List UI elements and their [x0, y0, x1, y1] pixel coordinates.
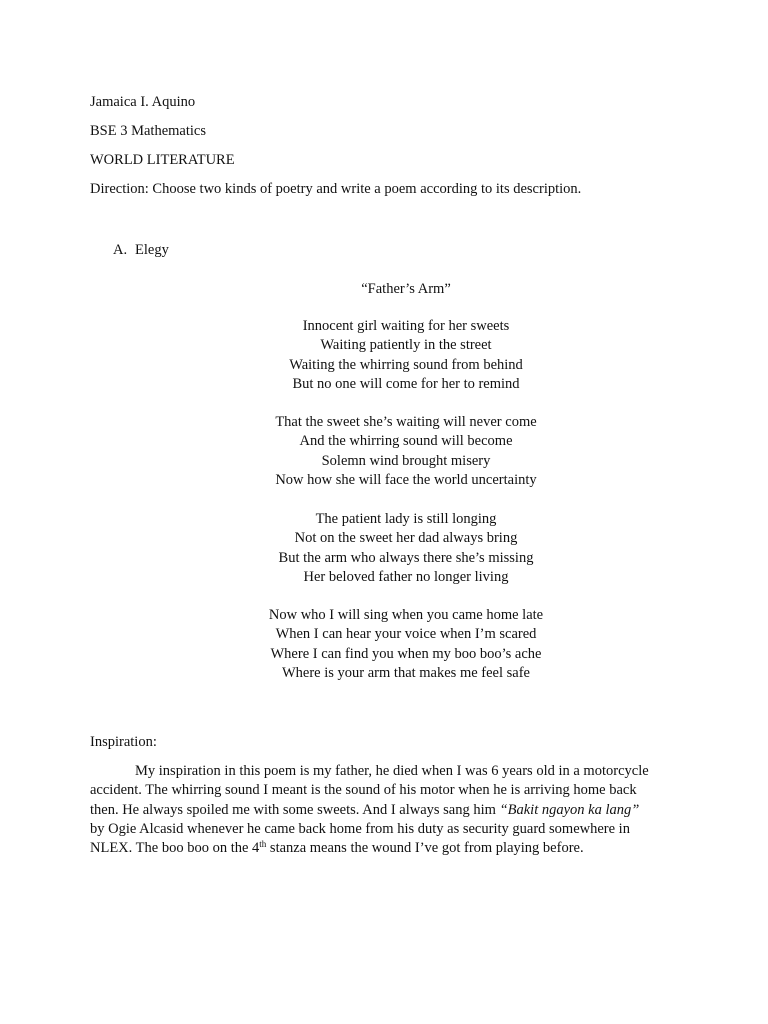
paragraph-line: by Ogie Alcasid whenever he came back home from his duty as security guard somewhere in [90, 820, 630, 837]
poem-line: Not on the sweet her dad always bring [294, 530, 518, 547]
poem-line: Now who I will sing when you came home late [268, 607, 544, 623]
poem-stanza [0, 606, 768, 683]
poem-title: “Father’s Arm” [361, 281, 451, 297]
paragraph-text: then. He always spoiled me with some sweets. And I always sang him [90, 801, 500, 818]
paragraph-line [90, 839, 680, 858]
poem-line: Solemn wind brought misery [321, 452, 491, 469]
poem-stanza [0, 510, 768, 587]
poem-line: Where is your arm that makes me feel safe [281, 664, 530, 681]
course-name: BSE 3 Mathematics [90, 123, 206, 139]
poem-line: Now how she will face the world uncertainty [275, 471, 537, 488]
section-title: Elegy [135, 242, 169, 258]
section-heading [113, 241, 169, 259]
poem-line: And the whirring sound will become [299, 433, 513, 450]
poem-stanza [0, 317, 768, 394]
subject-title: WORLD LITERATURE [90, 152, 235, 168]
poem-line: Waiting patiently in the street [320, 337, 492, 354]
paragraph-line: My inspiration in this poem is my father, he died when I was 6 years old in a motorcycle [135, 763, 649, 779]
paragraph-line: accident. The whirring sound I meant is the sound of his motor when he is arriving home back [90, 782, 637, 799]
poem-line: Her beloved father no longer living [303, 568, 509, 585]
author-name: Jamaica I. Aquino [90, 94, 196, 110]
poem-line: But no one will come for her to remind [292, 375, 520, 392]
section-letter: A. [113, 242, 128, 258]
poem-line: When I can hear your voice when I’m scared [275, 626, 537, 643]
poem-line: Waiting the whirring sound from behind [289, 356, 523, 373]
paragraph-line [90, 801, 680, 820]
poem-line: Innocent girl waiting for her sweets [302, 318, 510, 334]
song-title: “Bakit ngayon ka lang” [499, 801, 640, 818]
poem-line: But the arm who always there she’s missing [278, 549, 534, 566]
inspiration-paragraph [90, 762, 680, 858]
direction-text: Direction: Choose two kinds of poetry and write a poem according to its description. [90, 181, 582, 197]
poem-line: The patient lady is still longing [315, 511, 497, 527]
poem-stanza [0, 413, 768, 490]
ordinal-superscript: th [259, 839, 267, 850]
paragraph-text: NLEX. The boo boo on the 4 [90, 840, 260, 857]
poem-line: Where I can find you when my boo boo’s ache [270, 645, 542, 662]
paragraph-text: stanza means the wound I’ve got from playing before. [266, 840, 584, 857]
poem-line: That the sweet she’s waiting will never come [275, 414, 537, 430]
inspiration-label: Inspiration: [90, 734, 157, 750]
